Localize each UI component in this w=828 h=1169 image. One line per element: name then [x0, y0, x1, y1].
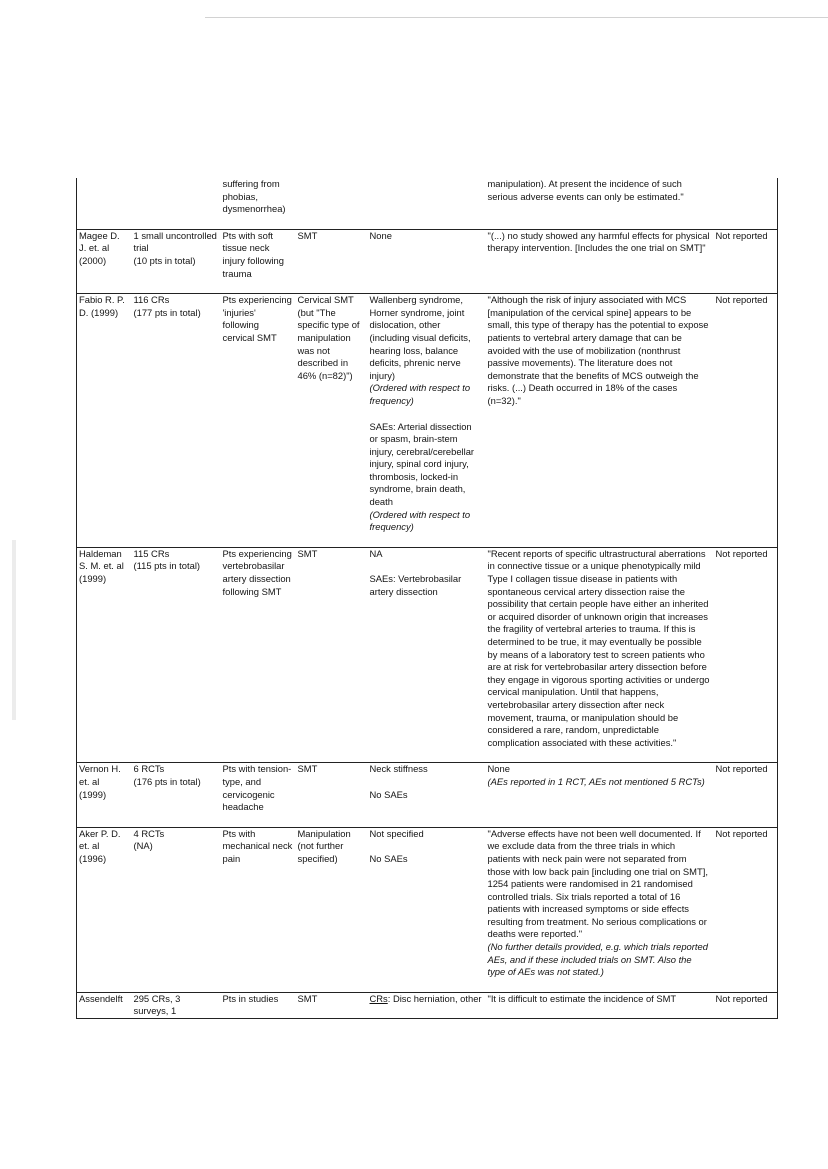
cell-population: Pts with soft tissue neck injury following trauma	[221, 229, 296, 293]
cell-author: Haldeman S. M. et. al (1999)	[77, 547, 132, 763]
cell-author: Vernon H. et. al (1999)	[77, 763, 132, 827]
cell-intervention: SMT	[296, 992, 368, 1018]
cell-conclusion: "Recent reports of specific ultrastructural aberrations in connective tissue or a unique phenotypically mild Type I collagen tissue disease in patients with spontaneous cervical artery dissection raise the possibility that certain people have either an inherited or acquired disorder of unknown origin that increases the fragility of vertebral arteries to trauma. If this is determined to be true, it may eventually be possible by means of a laboratory test to screen patients who are at risk for vertebrobasilar artery dissection before they engage in vigorous sporting activities or undergo cervical manipulation. Until that happens, vertebrobasilar artery dissection after neck movement, trauma, or manipulation should be considered a rare, random, unpredictable complication associated with these activities."	[486, 547, 714, 763]
cell-conclusion: "Adverse effects have not been well documented. If we exclude data from the three trials in which patients with neck pain were not separated from those with low back pain [including one trial on SMT], 1254 patients were randomised in 21 randomised controlled trials. Six trials reported a total of 16 patients with increased symptoms or side effects resulting from treatment. No serious complications or deaths were reported." (No further details provided, e.g. which trials reported AEs, and if these included trials on SMT. Also the type of AEs was not stated.)	[486, 827, 714, 992]
cell-conclusion: manipulation). At present the incidence of such serious adverse events can only be estimated."	[487, 178, 684, 202]
cell-design	[132, 178, 221, 229]
cell-population: suffering from phobias, dysmenorrhea)	[222, 178, 286, 215]
cell-design: 116 CRs (177 pts in total)	[132, 294, 221, 548]
table-row-vernon	[77, 763, 778, 827]
cell-author	[77, 178, 132, 229]
cell-author: Aker P. D. et. al (1996)	[77, 827, 132, 992]
cell-population: Pts experiencing vertebrobasilar artery dissection following SMT	[221, 547, 296, 763]
cell-design: 295 CRs, 3 surveys, 1	[132, 992, 221, 1018]
cell-population: Pts with mechanical neck pain	[221, 827, 296, 992]
cell-design: 1 small uncontrolled trial (10 pts in total)	[132, 229, 221, 293]
cell-conclusion: "(...) no study showed any harmful effects for physical therapy intervention. [Includes the one trial on SMT]"	[486, 229, 714, 293]
cell-author: Fabio R. P. D. (1999)	[77, 294, 132, 548]
cell-author: Magee D. J. et. al (2000)	[77, 229, 132, 293]
table-row-fabio	[77, 294, 778, 548]
cell-intervention: SMT	[296, 547, 368, 763]
cell-conclusion: "It is difficult to estimate the incidence of SMT	[486, 992, 714, 1018]
cell-adverse-events: NA SAEs: Vertebrobasilar artery dissection	[368, 547, 486, 763]
cell-intervention: SMT	[296, 229, 368, 293]
cell-incidence: Not reported	[714, 763, 778, 827]
cell-adverse-events: CRs: Disc herniation, other	[368, 992, 486, 1018]
cell-adverse-events	[368, 178, 486, 229]
table-row-magee	[77, 229, 778, 293]
cell-adverse-events: Not specified No SAEs	[368, 827, 486, 992]
cell-adverse-events: Wallenberg syndrome, Horner syndrome, joint dislocation, other (including visual deficits, hearing loss, balance deficits, phrenic nerve injury) (Ordered with respect to frequency) SAEs: Arterial dissection or spasm, brain-stem injury, cerebral/cerebellar injury, spinal cord injury, thrombosis, locked-in syndrome, brain death, death (Ordered with respect to frequency)	[368, 294, 486, 548]
cell-design: 115 CRs (115 pts in total)	[132, 547, 221, 763]
scan-shadow	[12, 540, 16, 720]
cell-incidence: Not reported	[714, 992, 778, 1018]
cell-author: Assendelft	[77, 992, 132, 1018]
cell-conclusion: None (AEs reported in 1 RCT, AEs not mentioned 5 RCTs)	[486, 763, 714, 827]
table-row-aker	[77, 827, 778, 992]
cell-population: Pts with tension-type, and cervicogenic headache	[221, 763, 296, 827]
cell-adverse-events: None	[368, 229, 486, 293]
cell-intervention: Cervical SMT (but "The specific type of manipulation was not described in 46% (n=82)")	[296, 294, 368, 548]
table-row-assendelft	[77, 992, 778, 1018]
cell-incidence: Not reported	[714, 294, 778, 548]
cell-intervention: Manipulation (not further specified)	[296, 827, 368, 992]
cell-adverse-events: Neck stiffness No SAEs	[368, 763, 486, 827]
cell-design: 4 RCTs (NA)	[132, 827, 221, 992]
cell-incidence: Not reported	[714, 827, 778, 992]
cell-incidence: Not reported	[714, 547, 778, 763]
cell-intervention: SMT	[296, 763, 368, 827]
adverse-events-review-table	[76, 178, 778, 1019]
cell-incidence: Not reported	[714, 229, 778, 293]
cell-population: Pts in studies	[221, 992, 296, 1018]
cell-incidence	[714, 178, 778, 229]
page-top-rule	[205, 17, 828, 18]
cell-population: Pts experiencing 'injuries' following cervical SMT	[221, 294, 296, 548]
cell-conclusion: "Although the risk of injury associated with MCS [manipulation of the cervical spine] appears to be small, this type of therapy has the potential to expose patients to vertebral artery damage that can be avoided with the use of mobilization (nonthrust passive movements). The literature does not demonstrate that the benefits of MCS outweigh the risks. (...) Death occurred in 18% of the cases (n=32)."	[486, 294, 714, 548]
table-row-continuation	[77, 178, 778, 229]
cell-intervention	[296, 178, 368, 229]
table-row-haldeman	[77, 547, 778, 763]
cell-design: 6 RCTs (176 pts in total)	[132, 763, 221, 827]
